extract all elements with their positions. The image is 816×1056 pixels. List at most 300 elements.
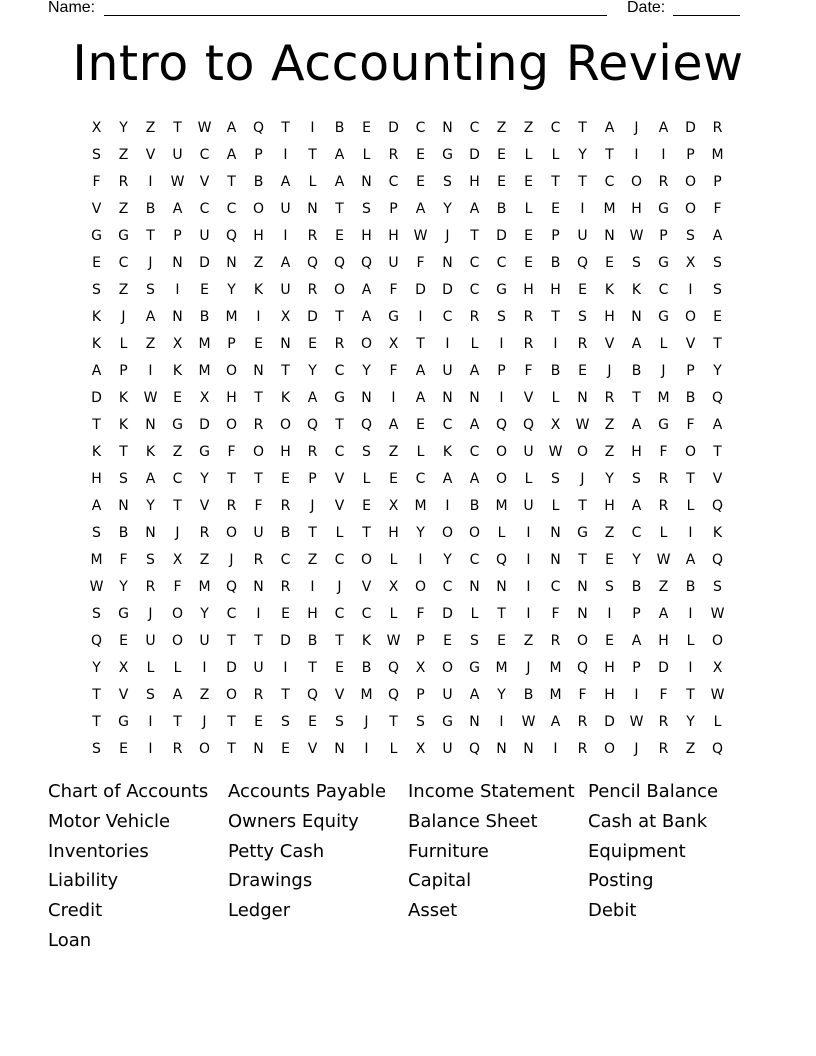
grid-letter[interactable]: T	[308, 524, 317, 541]
grid-letter[interactable]: B	[550, 254, 561, 271]
grid-letter[interactable]: O	[711, 632, 724, 649]
grid-letter[interactable]: I	[499, 335, 504, 352]
grid-letter[interactable]: F	[551, 605, 560, 622]
grid-letter[interactable]: D	[658, 659, 669, 676]
grid-letter[interactable]: S	[713, 578, 722, 595]
grid-letter[interactable]: O	[225, 362, 238, 379]
grid-letter[interactable]: A	[415, 362, 426, 379]
grid-letter[interactable]: V	[712, 470, 723, 487]
grid-letter[interactable]: E	[497, 146, 506, 163]
grid-letter[interactable]: E	[605, 551, 614, 568]
grid-letter[interactable]: P	[227, 335, 236, 352]
grid-letter[interactable]: S	[92, 281, 101, 298]
grid-letter[interactable]: Z	[604, 416, 615, 433]
grid-letter[interactable]: G	[118, 713, 129, 730]
grid-letter[interactable]: I	[661, 146, 666, 163]
grid-letter[interactable]: J	[607, 362, 612, 379]
grid-letter[interactable]: W	[575, 416, 590, 433]
grid-letter[interactable]: T	[92, 416, 101, 433]
grid-letter[interactable]: Z	[685, 740, 696, 757]
grid-letter[interactable]: R	[523, 335, 534, 352]
grid-letter[interactable]: C	[442, 416, 453, 433]
grid-letter[interactable]: Q	[225, 227, 238, 244]
grid-letter[interactable]: H	[658, 632, 669, 649]
grid-letter[interactable]: Z	[118, 146, 129, 163]
grid-letter[interactable]: J	[445, 227, 450, 244]
grid-letter[interactable]: U	[199, 227, 210, 244]
grid-letter[interactable]: O	[198, 740, 211, 757]
grid-letter[interactable]: F	[389, 281, 398, 298]
grid-letter[interactable]: Z	[118, 281, 129, 298]
grid-letter[interactable]: I	[553, 740, 558, 757]
grid-letter[interactable]: T	[686, 470, 695, 487]
grid-letter[interactable]: B	[631, 362, 642, 379]
grid-letter[interactable]: F	[686, 416, 695, 433]
grid-letter[interactable]: Y	[227, 281, 236, 298]
grid-letter[interactable]: B	[523, 686, 534, 703]
grid-letter[interactable]: H	[604, 497, 615, 514]
grid-letter[interactable]: E	[254, 713, 263, 730]
grid-letter[interactable]: E	[416, 173, 425, 190]
grid-letter[interactable]: A	[334, 146, 345, 163]
grid-letter[interactable]: G	[658, 254, 669, 271]
grid-letter[interactable]: T	[173, 497, 182, 514]
grid-letter[interactable]: C	[442, 308, 453, 325]
grid-letter[interactable]: A	[469, 362, 480, 379]
grid-letter[interactable]: B	[496, 200, 507, 217]
grid-letter[interactable]: A	[658, 605, 669, 622]
grid-letter[interactable]: Q	[522, 416, 535, 433]
grid-letter[interactable]: E	[281, 470, 290, 487]
grid-letter[interactable]: Y	[119, 119, 128, 136]
grid-letter[interactable]: X	[280, 308, 291, 325]
grid-letter[interactable]: E	[416, 146, 425, 163]
grid-letter[interactable]: U	[388, 254, 399, 271]
grid-letter[interactable]: T	[281, 362, 290, 379]
grid-letter[interactable]: W	[413, 227, 428, 244]
grid-letter[interactable]: C	[118, 254, 129, 271]
grid-letter[interactable]: M	[360, 686, 373, 703]
grid-letter[interactable]: N	[334, 740, 345, 757]
grid-letter[interactable]: X	[91, 119, 102, 136]
grid-letter[interactable]: R	[577, 713, 588, 730]
grid-letter[interactable]: Z	[658, 578, 669, 595]
grid-letter[interactable]: A	[280, 173, 291, 190]
grid-letter[interactable]: S	[92, 605, 101, 622]
grid-letter[interactable]: L	[119, 335, 128, 352]
grid-letter[interactable]: R	[307, 227, 318, 244]
grid-letter[interactable]: Q	[360, 254, 373, 271]
grid-letter[interactable]: Q	[495, 551, 508, 568]
grid-letter[interactable]: L	[362, 146, 371, 163]
grid-letter[interactable]: W	[197, 119, 212, 136]
grid-letter[interactable]: S	[551, 470, 560, 487]
grid-letter[interactable]: N	[226, 254, 237, 271]
grid-letter[interactable]: X	[388, 497, 399, 514]
grid-letter[interactable]: F	[524, 362, 533, 379]
grid-letter[interactable]: T	[578, 497, 587, 514]
grid-letter[interactable]: Q	[387, 659, 400, 676]
grid-letter[interactable]: Q	[333, 254, 346, 271]
grid-letter[interactable]: P	[389, 200, 398, 217]
grid-letter[interactable]: A	[280, 254, 291, 271]
grid-letter[interactable]: H	[631, 200, 642, 217]
grid-letter[interactable]: I	[445, 497, 450, 514]
grid-letter[interactable]: F	[92, 173, 101, 190]
grid-letter[interactable]: G	[91, 227, 102, 244]
grid-letter[interactable]: J	[580, 470, 585, 487]
grid-letter[interactable]: O	[171, 632, 184, 649]
grid-letter[interactable]: L	[659, 335, 668, 352]
grid-letter[interactable]: Q	[306, 416, 319, 433]
grid-letter[interactable]: E	[308, 713, 317, 730]
grid-letter[interactable]: O	[279, 416, 292, 433]
grid-letter[interactable]: L	[659, 524, 668, 541]
grid-letter[interactable]: J	[526, 659, 531, 676]
grid-letter[interactable]: N	[496, 740, 507, 757]
grid-letter[interactable]: W	[143, 389, 158, 406]
grid-letter[interactable]: K	[118, 416, 129, 433]
grid-letter[interactable]: B	[334, 119, 345, 136]
grid-letter[interactable]: K	[253, 281, 264, 298]
grid-letter[interactable]: M	[198, 335, 211, 352]
grid-letter[interactable]: Z	[145, 119, 156, 136]
grid-letter[interactable]: A	[712, 416, 723, 433]
grid-letter[interactable]: B	[685, 578, 696, 595]
grid-letter[interactable]: C	[199, 146, 210, 163]
grid-letter[interactable]: F	[173, 578, 182, 595]
grid-letter[interactable]: L	[470, 605, 479, 622]
grid-letter[interactable]: Y	[632, 551, 641, 568]
grid-letter[interactable]: E	[524, 254, 533, 271]
grid-letter[interactable]: L	[416, 443, 425, 460]
grid-letter[interactable]: A	[145, 470, 156, 487]
grid-letter[interactable]: E	[713, 308, 722, 325]
grid-letter[interactable]: W	[656, 551, 671, 568]
grid-letter[interactable]: H	[604, 686, 615, 703]
grid-letter[interactable]: Q	[576, 659, 589, 676]
grid-letter[interactable]: M	[603, 200, 616, 217]
grid-letter[interactable]: Y	[578, 146, 587, 163]
grid-letter[interactable]: J	[310, 497, 315, 514]
grid-letter[interactable]: R	[658, 497, 669, 514]
grid-letter[interactable]: P	[551, 227, 560, 244]
grid-letter[interactable]: E	[119, 632, 128, 649]
grid-letter[interactable]: I	[310, 119, 315, 136]
grid-letter[interactable]: T	[227, 173, 236, 190]
grid-letter[interactable]: I	[688, 605, 693, 622]
grid-letter[interactable]: T	[389, 713, 398, 730]
grid-letter[interactable]: S	[443, 173, 452, 190]
grid-letter[interactable]: R	[253, 551, 264, 568]
grid-letter[interactable]: Y	[443, 200, 452, 217]
date-field[interactable]	[673, 15, 740, 16]
grid-letter[interactable]: C	[415, 119, 426, 136]
grid-letter[interactable]: J	[337, 578, 342, 595]
grid-letter[interactable]: S	[713, 281, 722, 298]
grid-letter[interactable]: R	[145, 578, 156, 595]
grid-letter[interactable]: M	[549, 686, 562, 703]
grid-letter[interactable]: N	[280, 335, 291, 352]
grid-letter[interactable]: A	[226, 119, 237, 136]
grid-letter[interactable]: N	[253, 740, 264, 757]
grid-letter[interactable]: B	[361, 659, 372, 676]
grid-letter[interactable]: Z	[523, 119, 534, 136]
grid-letter[interactable]: U	[172, 146, 183, 163]
grid-letter[interactable]: I	[688, 281, 693, 298]
grid-letter[interactable]: A	[469, 470, 480, 487]
grid-letter[interactable]: X	[388, 578, 399, 595]
grid-letter[interactable]: Z	[172, 443, 183, 460]
grid-letter[interactable]: L	[524, 200, 533, 217]
grid-letter[interactable]: J	[148, 605, 153, 622]
grid-letter[interactable]: L	[686, 632, 695, 649]
grid-letter[interactable]: R	[118, 173, 129, 190]
grid-letter[interactable]: T	[713, 443, 722, 460]
grid-letter[interactable]: K	[280, 389, 291, 406]
grid-letter[interactable]: A	[226, 146, 237, 163]
grid-letter[interactable]: F	[659, 686, 668, 703]
grid-letter[interactable]: A	[469, 686, 480, 703]
grid-letter[interactable]: I	[688, 524, 693, 541]
grid-letter[interactable]: I	[526, 551, 531, 568]
grid-letter[interactable]: X	[415, 740, 426, 757]
grid-letter[interactable]: D	[91, 389, 102, 406]
grid-letter[interactable]: U	[523, 497, 534, 514]
grid-letter[interactable]: U	[253, 659, 264, 676]
grid-letter[interactable]: S	[335, 713, 344, 730]
grid-letter[interactable]: Y	[497, 686, 506, 703]
grid-letter[interactable]: M	[549, 659, 562, 676]
grid-letter[interactable]: M	[711, 146, 724, 163]
grid-letter[interactable]: T	[92, 686, 101, 703]
grid-letter[interactable]: R	[226, 497, 237, 514]
grid-letter[interactable]: N	[172, 308, 183, 325]
grid-letter[interactable]: C	[469, 119, 480, 136]
grid-letter[interactable]: N	[577, 605, 588, 622]
grid-letter[interactable]: T	[92, 713, 101, 730]
grid-letter[interactable]: B	[253, 173, 264, 190]
grid-letter[interactable]: S	[713, 254, 722, 271]
grid-letter[interactable]: J	[634, 119, 639, 136]
grid-letter[interactable]: Q	[306, 254, 319, 271]
grid-letter[interactable]: B	[118, 524, 129, 541]
grid-letter[interactable]: Q	[468, 740, 481, 757]
grid-letter[interactable]: A	[469, 416, 480, 433]
grid-letter[interactable]: V	[91, 200, 102, 217]
grid-letter[interactable]: A	[631, 497, 642, 514]
grid-letter[interactable]: M	[90, 551, 103, 568]
grid-letter[interactable]: O	[495, 443, 508, 460]
grid-letter[interactable]: C	[361, 605, 372, 622]
grid-letter[interactable]: P	[308, 470, 317, 487]
grid-letter[interactable]: S	[281, 713, 290, 730]
grid-letter[interactable]: O	[684, 443, 697, 460]
grid-letter[interactable]: O	[225, 686, 238, 703]
grid-letter[interactable]: A	[361, 308, 372, 325]
grid-letter[interactable]: Y	[416, 524, 425, 541]
grid-letter[interactable]: S	[146, 686, 155, 703]
grid-letter[interactable]: Y	[308, 362, 317, 379]
grid-letter[interactable]: K	[361, 632, 372, 649]
grid-letter[interactable]: N	[145, 524, 156, 541]
grid-letter[interactable]: Y	[92, 659, 101, 676]
grid-letter[interactable]: M	[198, 362, 211, 379]
grid-letter[interactable]: F	[227, 443, 236, 460]
grid-letter[interactable]: Z	[388, 443, 399, 460]
grid-letter[interactable]: I	[688, 659, 693, 676]
grid-letter[interactable]: N	[469, 389, 480, 406]
grid-letter[interactable]: G	[172, 416, 183, 433]
grid-letter[interactable]: C	[415, 470, 426, 487]
grid-letter[interactable]: R	[658, 173, 669, 190]
grid-letter[interactable]: T	[227, 632, 236, 649]
grid-letter[interactable]: C	[388, 173, 399, 190]
grid-letter[interactable]: N	[253, 362, 264, 379]
grid-letter[interactable]: V	[334, 470, 345, 487]
grid-letter[interactable]: U	[523, 443, 534, 460]
grid-letter[interactable]: A	[469, 200, 480, 217]
name-field[interactable]	[104, 15, 607, 16]
grid-letter[interactable]: N	[577, 578, 588, 595]
grid-letter[interactable]: N	[469, 713, 480, 730]
grid-letter[interactable]: Z	[604, 524, 615, 541]
grid-letter[interactable]: D	[442, 605, 453, 622]
grid-letter[interactable]: O	[225, 416, 238, 433]
grid-letter[interactable]: T	[173, 713, 182, 730]
grid-letter[interactable]: M	[495, 497, 508, 514]
grid-letter[interactable]: L	[551, 146, 560, 163]
grid-letter[interactable]: C	[226, 605, 237, 622]
grid-letter[interactable]: Y	[713, 362, 722, 379]
grid-letter[interactable]: O	[252, 200, 265, 217]
grid-letter[interactable]: R	[658, 740, 669, 757]
grid-letter[interactable]: G	[442, 713, 453, 730]
grid-letter[interactable]: J	[121, 308, 126, 325]
grid-letter[interactable]: T	[308, 146, 317, 163]
grid-letter[interactable]: E	[119, 740, 128, 757]
grid-letter[interactable]: V	[199, 497, 210, 514]
grid-letter[interactable]: T	[470, 227, 479, 244]
grid-letter[interactable]: N	[469, 578, 480, 595]
grid-letter[interactable]: Q	[711, 389, 724, 406]
grid-letter[interactable]: Y	[200, 605, 209, 622]
grid-letter[interactable]: V	[604, 335, 615, 352]
grid-letter[interactable]: E	[497, 632, 506, 649]
grid-letter[interactable]: N	[577, 389, 588, 406]
grid-letter[interactable]: S	[362, 443, 371, 460]
grid-letter[interactable]: I	[634, 686, 639, 703]
grid-letter[interactable]: D	[496, 227, 507, 244]
grid-letter[interactable]: Q	[711, 740, 724, 757]
grid-letter[interactable]: L	[524, 146, 533, 163]
grid-letter[interactable]: P	[254, 146, 263, 163]
grid-letter[interactable]: T	[119, 443, 128, 460]
grid-letter[interactable]: O	[171, 605, 184, 622]
grid-letter[interactable]: Q	[225, 578, 238, 595]
grid-letter[interactable]: L	[308, 173, 317, 190]
grid-letter[interactable]: N	[307, 200, 318, 217]
grid-letter[interactable]: G	[658, 200, 669, 217]
grid-letter[interactable]: Z	[496, 119, 507, 136]
grid-letter[interactable]: T	[686, 686, 695, 703]
grid-letter[interactable]: C	[442, 578, 453, 595]
grid-letter[interactable]: I	[391, 389, 396, 406]
grid-letter[interactable]: C	[226, 200, 237, 217]
grid-letter[interactable]: S	[119, 470, 128, 487]
grid-letter[interactable]: X	[415, 659, 426, 676]
grid-letter[interactable]: T	[335, 632, 344, 649]
grid-letter[interactable]: Z	[199, 686, 210, 703]
grid-letter[interactable]: A	[415, 389, 426, 406]
grid-letter[interactable]: T	[551, 308, 560, 325]
grid-letter[interactable]: B	[631, 578, 642, 595]
grid-letter[interactable]: N	[145, 416, 156, 433]
grid-letter[interactable]: N	[604, 227, 615, 244]
grid-letter[interactable]: O	[603, 740, 616, 757]
grid-letter[interactable]: T	[173, 119, 182, 136]
grid-letter[interactable]: E	[308, 335, 317, 352]
grid-letter[interactable]: T	[335, 416, 344, 433]
grid-letter[interactable]: E	[524, 227, 533, 244]
grid-letter[interactable]: O	[360, 335, 373, 352]
grid-letter[interactable]: F	[578, 686, 587, 703]
grid-letter[interactable]: O	[684, 200, 697, 217]
grid-letter[interactable]: L	[146, 659, 155, 676]
grid-letter[interactable]: N	[361, 173, 372, 190]
grid-letter[interactable]: G	[469, 659, 480, 676]
grid-letter[interactable]: S	[578, 308, 587, 325]
grid-letter[interactable]: J	[202, 713, 207, 730]
grid-letter[interactable]: A	[388, 416, 399, 433]
grid-letter[interactable]: V	[145, 146, 156, 163]
grid-letter[interactable]: R	[604, 389, 615, 406]
grid-letter[interactable]: H	[469, 173, 480, 190]
grid-letter[interactable]: I	[310, 578, 315, 595]
grid-letter[interactable]: T	[605, 146, 614, 163]
grid-letter[interactable]: H	[361, 227, 372, 244]
grid-letter[interactable]: E	[281, 740, 290, 757]
grid-letter[interactable]: O	[441, 659, 454, 676]
grid-letter[interactable]: S	[92, 146, 101, 163]
grid-letter[interactable]: K	[91, 443, 102, 460]
grid-letter[interactable]: I	[364, 740, 369, 757]
grid-letter[interactable]: B	[199, 308, 210, 325]
grid-letter[interactable]: R	[712, 119, 723, 136]
grid-letter[interactable]: A	[685, 551, 696, 568]
grid-letter[interactable]: P	[686, 146, 695, 163]
grid-letter[interactable]: R	[307, 443, 318, 460]
grid-letter[interactable]: V	[523, 389, 534, 406]
grid-letter[interactable]: R	[334, 335, 345, 352]
grid-letter[interactable]: P	[632, 605, 641, 622]
grid-letter[interactable]: D	[280, 632, 291, 649]
grid-letter[interactable]: M	[657, 389, 670, 406]
grid-letter[interactable]: R	[253, 686, 264, 703]
grid-letter[interactable]: I	[283, 659, 288, 676]
grid-letter[interactable]: S	[92, 524, 101, 541]
grid-letter[interactable]: Z	[523, 632, 534, 649]
grid-letter[interactable]: T	[281, 686, 290, 703]
grid-letter[interactable]: O	[252, 443, 265, 460]
grid-letter[interactable]: B	[469, 497, 480, 514]
grid-letter[interactable]: R	[550, 632, 561, 649]
grid-letter[interactable]: B	[550, 362, 561, 379]
grid-letter[interactable]: C	[172, 470, 183, 487]
grid-letter[interactable]: E	[497, 173, 506, 190]
grid-letter[interactable]: I	[553, 335, 558, 352]
grid-letter[interactable]: C	[334, 551, 345, 568]
